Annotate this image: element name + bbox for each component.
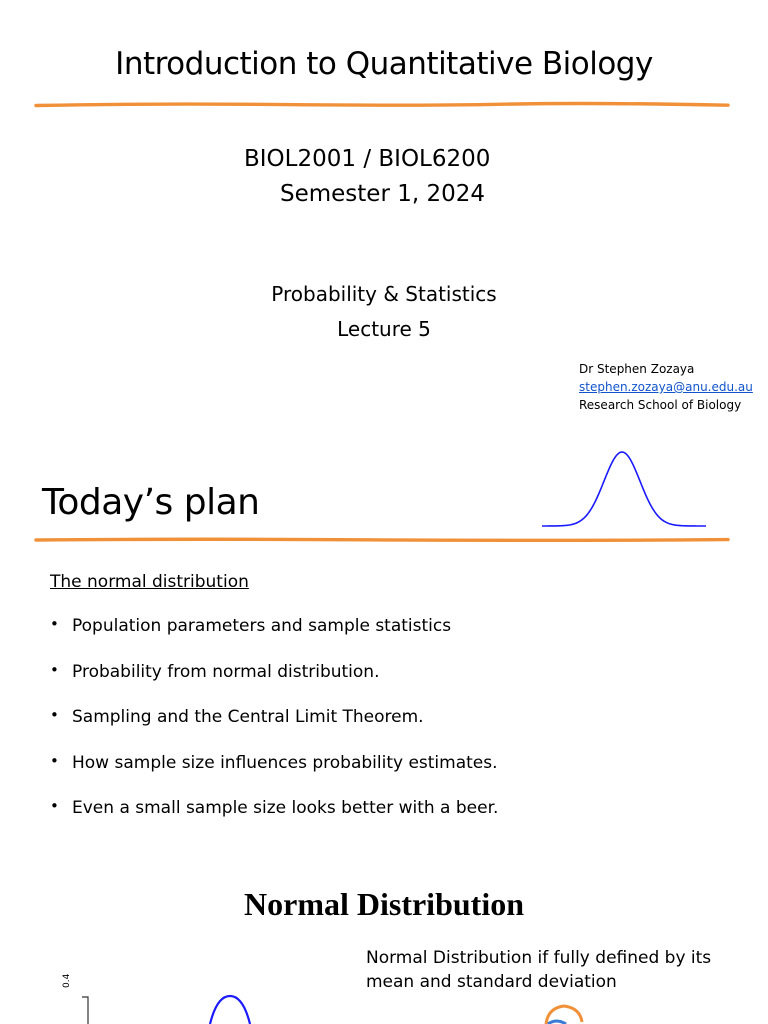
list-item xyxy=(48,753,498,799)
slide-title: Today’s plan xyxy=(42,482,260,523)
normal-distribution-slide xyxy=(0,864,768,1024)
list-item xyxy=(48,707,498,753)
slide-description xyxy=(366,946,711,994)
list-item xyxy=(48,798,498,844)
bullet-text: Even a small sample size looks better with a beer. xyxy=(72,798,499,818)
bell-curve-icon xyxy=(540,444,710,540)
bullet-icon: • xyxy=(50,615,59,633)
bullet-icon: • xyxy=(50,751,59,770)
bullet-text: Sampling and the Central Limit Theorem. xyxy=(72,707,424,727)
bullet-icon: • xyxy=(50,706,59,724)
title-underline xyxy=(34,536,730,544)
description-line: mean and standard deviation xyxy=(366,972,617,992)
brush-stroke xyxy=(36,103,728,105)
topic-heading: The normal distribution xyxy=(50,572,249,592)
plan-slide xyxy=(0,432,768,864)
y-axis-tick-label: 0.4 xyxy=(62,973,72,988)
lecture-subject: Probability & Statistics xyxy=(271,282,497,306)
author-school: Research School of Biology xyxy=(579,398,742,412)
title-underline xyxy=(34,101,730,109)
bullet-text: Population parameters and sample statistics xyxy=(72,616,452,636)
course-code: BIOL2001 / BIOL6200 xyxy=(244,146,491,172)
author-block xyxy=(579,360,753,414)
bullet-list xyxy=(48,616,498,844)
title-slide xyxy=(0,0,768,432)
bullet-text: Probability from normal distribution. xyxy=(72,661,380,682)
lecture-number: Lecture 5 xyxy=(337,317,431,341)
slide-title: Normal Distribution xyxy=(244,886,524,922)
brush-stroke xyxy=(36,539,728,540)
list-item xyxy=(48,662,498,708)
distribution-plot xyxy=(0,988,768,1024)
bullet-icon: • xyxy=(50,797,59,815)
slide-title: Introduction to Quantitative Biology xyxy=(115,46,653,82)
bullet-text: How sample size influences probability estimates. xyxy=(72,752,498,773)
list-item xyxy=(48,616,498,662)
y-axis-line xyxy=(82,997,88,1024)
bullet-icon: • xyxy=(50,660,59,679)
semester: Semester 1, 2024 xyxy=(280,181,486,207)
bell-curve-line xyxy=(542,452,706,526)
distribution-curve-peak xyxy=(210,996,250,1024)
author-email-link[interactable]: stephen.zozaya@anu.edu.au xyxy=(579,380,753,394)
author-name: Dr Stephen Zozaya xyxy=(579,362,695,376)
description-line: Normal Distribution if fully defined by its xyxy=(366,948,712,968)
